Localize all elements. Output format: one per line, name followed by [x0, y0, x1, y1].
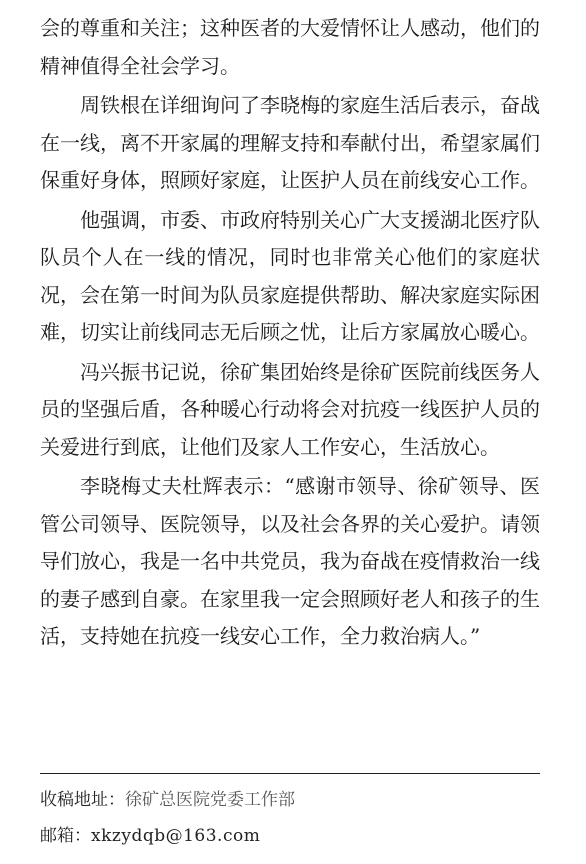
email-row	[40, 818, 540, 854]
footer-divider	[40, 773, 540, 774]
email-label: 邮箱：	[40, 826, 91, 846]
article-paragraph: 李晓梅丈夫杜辉表示：“感谢市领导、徐矿领导、医管公司领导、医院领导，以及社会各界的关心爱护。请领导们放心，我是一名中共党员，我为奋战在疫情救治一线的妻子感到自豪。在家里我一定会照顾好老人和孩子的生活，支持她在抗疫一线安心工作，全力救治病人。”	[40, 474, 540, 648]
article-paragraph: 周铁根在详细询问了李晓梅的家庭生活后表示，奋战在一线，离不开家属的理解支持和奉献付出，希望家属们保重好身体，照顾好家庭，让医护人员在前线安心工作。	[40, 93, 540, 192]
contact-footer	[40, 782, 540, 854]
article-paragraph: 会的尊重和关注；这种医者的大爱情怀让人感动，他们的精神值得全社会学习。	[40, 16, 540, 78]
email-value[interactable]: xkzydqb@163.com	[91, 826, 261, 846]
article-paragraph: 他强调，市委、市政府特别关心广大支援湖北医疗队队员个人在一线的情况，同时也非常关心他们的家庭状况，会在第一时间为队员家庭提供帮助、解决家庭实际困难，切实让前线同志无后顾之忧，让后方家属放心暖心。	[40, 207, 540, 344]
article-paragraph: 冯兴振书记说，徐矿集团始终是徐矿医院前线医务人员的坚强后盾，各种暖心行动将会对抗疫一线医护人员的关爱进行到底，让他们及家人工作安心，生活放心。	[40, 359, 540, 459]
address-row	[40, 782, 540, 818]
address-value: 徐矿总医院党委工作部	[125, 790, 295, 810]
article-body	[40, 10, 540, 656]
address-label: 收稿地址：	[40, 790, 125, 810]
